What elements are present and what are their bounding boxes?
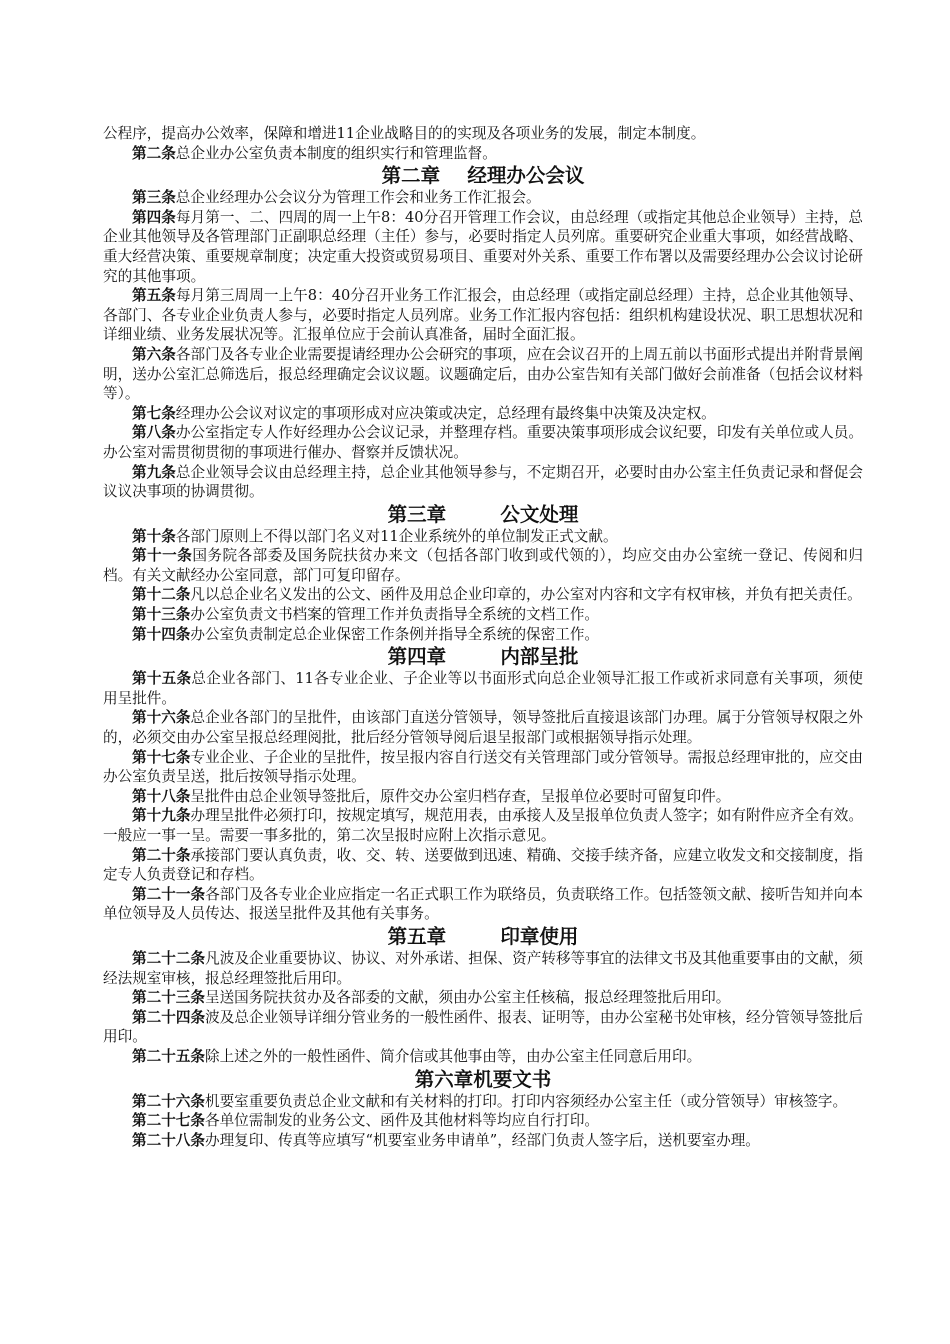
paragraph-text: 公程序，提高办公效率，保障和增进11企业战略目的的实现及各项业务的发展，制定本制度。 xyxy=(103,125,706,142)
paragraph xyxy=(103,527,863,547)
chapter-heading: 第二章 经理办公会议 xyxy=(381,164,585,188)
paragraph-text: 总企业领导会议由总经理主持，总企业其他领导参与，不定期召开，必要时由办公室主任负责记录和督促会议议决事项的协调贯彻。 xyxy=(103,463,863,501)
paragraph xyxy=(103,124,863,144)
paragraph-text: 国务院各部委及国务院扶贫办来文（包括各部门收到或代领的），均应交由办公室统一登记、传阅和归档。有关文献经办公室同意，部门可复印留存。 xyxy=(103,547,863,584)
paragraph xyxy=(103,988,863,1008)
paragraph-text: 各单位需制发的业务公文、函件及其他材料等均应自行打印。 xyxy=(204,1112,600,1130)
paragraph xyxy=(103,286,863,345)
article-number: 第四条 xyxy=(132,208,176,226)
article-number: 第二十六条 xyxy=(132,1092,205,1110)
paragraph xyxy=(103,345,863,404)
paragraph-text: 办理呈批件必须打印，按规定填写，规范用表，由承接人及呈报单位负责人签字；如有附件应齐全有效。一般应一事一呈。需要一事多批的，第二次呈报时应附上次指示意见。 xyxy=(103,807,863,844)
paragraph-text: 经理办公会议对议定的事项形成对应决策或决定，总经理有最终集中决策及决定权。 xyxy=(175,404,716,422)
paragraph xyxy=(103,1111,863,1131)
paragraph xyxy=(103,806,863,845)
paragraph xyxy=(103,585,863,605)
paragraph xyxy=(103,846,863,885)
article-number: 第十条 xyxy=(132,527,176,545)
article-number: 第十七条 xyxy=(132,748,191,766)
article-number: 第十八条 xyxy=(132,787,191,805)
article-number: 第二条 xyxy=(132,144,176,162)
paragraph-text: 办公室指定专人作好经理办公会议记录，并整理存档。重要决策事项形成会议纪要，印发有关单位或人员。办公室对需贯彻贯彻的事项进行催办、督察并反馈状况。 xyxy=(103,424,863,461)
paragraph xyxy=(103,1092,863,1112)
article-number: 第二十五条 xyxy=(132,1047,205,1065)
paragraph-text: 除上述之外的一般性函件、简介信或其他事由等，由办公室主任同意后用印。 xyxy=(204,1047,702,1065)
article-number: 第三条 xyxy=(132,189,176,207)
paragraph-text: 总企业各部门、11各专业企业、子企业等以书面形式向总企业领导汇报工作或祈求同意有关事项，须使用呈批件。 xyxy=(103,670,863,707)
paragraph-text: 办公室负责制定总企业保密工作条例并指导全系统的保密工作。 xyxy=(190,625,600,643)
paragraph-text: 总企业经理办公会议分为管理工作会和业务工作汇报会。 xyxy=(175,189,541,207)
paragraph-text: 各部门及各专业企业需要提请经理办公会研究的事项，应在会议召开的上周五前以书面形式提出并附背景阐明，送办公室汇总筛选后，报总经理确定会议议题。议题确定后，由办公室告知有关部门做好会前准备（包括会议材料等）。 xyxy=(103,345,863,403)
paragraph xyxy=(103,669,863,708)
article-number: 第十九条 xyxy=(132,807,191,825)
paragraph-text: 机要室重要负责总企业文献和有关材料的打印。打印内容须经办公室主任（或分管领导）审核签字。 xyxy=(204,1092,848,1110)
paragraph-text: 呈批件由总企业领导签批后，原件交办公室归档存查，呈报单位必要时可留复印件。 xyxy=(190,787,731,805)
paragraph xyxy=(103,605,863,625)
document-page xyxy=(103,124,863,1150)
paragraph-text: 波及总企业领导详细分管业务的一般性函件、报表、证明等，由办公室秘书处审核，经分管领导签批后用印。 xyxy=(103,1008,863,1046)
paragraph-text: 总企业各部门的呈批件，由该部门直送分管领导，领导签批后直接退该部门办理。属于分管领导权限之外的，必须交由办公室呈报总经理阅批，批后经分管领导阅后退呈报部门或根据领导指示处理。 xyxy=(103,709,863,747)
paragraph xyxy=(103,404,863,424)
article-number: 第二十三条 xyxy=(132,989,205,1007)
paragraph xyxy=(103,546,863,585)
article-number: 第八条 xyxy=(132,424,176,442)
paragraph xyxy=(103,787,863,807)
article-number: 第五条 xyxy=(132,287,176,305)
article-number: 第二十八条 xyxy=(132,1131,205,1149)
paragraph-text: 凡波及企业重要协议、协议、对外承诺、担保、资产转移等事宜的法律文书及其他重要事由的文献，须经法规室审核，报总经理签批后用印。 xyxy=(103,949,863,987)
paragraph xyxy=(103,708,863,747)
chapter-heading: 第五章 印章使用 xyxy=(387,924,579,948)
paragraph-text: 总企业办公室负责本制度的组织实行和管理监督。 xyxy=(175,144,497,162)
paragraph-text: 承接部门要认真负责，收、交、转、送要做到迅速、精确、交接手续齐备，应建立收发文和交接制度，指定专人负责登记和存档。 xyxy=(103,846,863,884)
article-number: 第二十二条 xyxy=(132,949,206,967)
paragraph xyxy=(103,1047,863,1067)
article-number: 第十四条 xyxy=(132,625,191,643)
paragraph-text: 办公室负责文书档案的管理工作并负责指导全系统的文档工作。 xyxy=(190,606,600,624)
paragraph-text: 专业企业、子企业的呈批件，按呈报内容自行送交有关管理部门或分管领导。需报总经理审批的，应交由办公室负责呈送，批后按领导指示处理。 xyxy=(103,748,863,786)
chapter-heading: 第四章 内部呈批 xyxy=(387,645,579,669)
paragraph xyxy=(103,748,863,787)
paragraph-text: 各部门及各专业企业应指定一名正式职工作为联络员，负责联络工作。包括签领文献、接听告知并向本单位领导及人员传达、报送呈批件及其他有关事务。 xyxy=(103,885,863,923)
article-number: 第七条 xyxy=(132,404,176,422)
paragraph xyxy=(103,949,863,988)
paragraph-text: 各部门原则上不得以部门名义对11企业系统外的单位制发正式文献。 xyxy=(175,527,618,545)
chapter-heading: 第三章 公文处理 xyxy=(387,502,579,526)
article-number: 第二十四条 xyxy=(132,1008,206,1026)
article-number: 第六条 xyxy=(132,345,176,363)
article-number: 第十一条 xyxy=(132,547,193,565)
paragraph-text: 每月第一、二、四周的周一上午8：40分召开管理工作会议，由总经理（或指定其他总企业领导）主持，总企业其他领导及各管理部门正副职总经理（主任）参与，必要时指定人员列席。重要研究企业重大事项，如经营战略、重大经营决策、重要规章制度；决定重大投资或贸易项目、重要对外关系、重要工作布署以及需要经理办公会议讨论研究的其他事项。 xyxy=(103,208,863,285)
paragraph xyxy=(103,463,863,502)
chapter-heading: 第六章机要文书 xyxy=(414,1067,552,1091)
article-number: 第十二条 xyxy=(132,586,191,604)
article-number: 第二十条 xyxy=(132,846,191,864)
paragraph xyxy=(103,625,863,645)
article-number: 第二十一条 xyxy=(132,885,206,903)
article-number: 第十五条 xyxy=(132,670,192,688)
paragraph-text: 呈送国务院扶贫办及各部委的文献，须由办公室主任核稿，报总经理签批后用印。 xyxy=(204,989,731,1007)
article-number: 第十三条 xyxy=(132,606,191,624)
article-number: 第九条 xyxy=(132,463,176,481)
paragraph xyxy=(103,1008,863,1047)
paragraph xyxy=(103,423,863,462)
paragraph xyxy=(103,1131,863,1151)
paragraph xyxy=(103,144,863,164)
paragraph xyxy=(103,188,863,208)
paragraph xyxy=(103,208,863,286)
paragraph xyxy=(103,885,863,924)
paragraph-text: 每月第三周周一上午8：40分召开业务工作汇报会，由总经理（或指定副总经理）主持，总企业其他领导、各部门、各专业企业负责人参与，必要时指定人员列席。业务工作汇报内容包括：组织机构建设状况、职工思想状况和详细业绩、业务发展状况等。汇报单位应于会前认真准备，届时全面汇报。 xyxy=(103,287,863,344)
paragraph-text: 凡以总企业名义发出的公文、函件及用总企业印章的，办公室对内容和文字有权审核，并负有把关责任。 xyxy=(190,586,862,604)
article-number: 第二十七条 xyxy=(132,1112,205,1130)
article-number: 第十六条 xyxy=(132,709,191,727)
paragraph-text: 办理复印、传真等应填写“机要室业务申请单”，经部门负责人签字后，送机要室办理。 xyxy=(204,1131,760,1149)
